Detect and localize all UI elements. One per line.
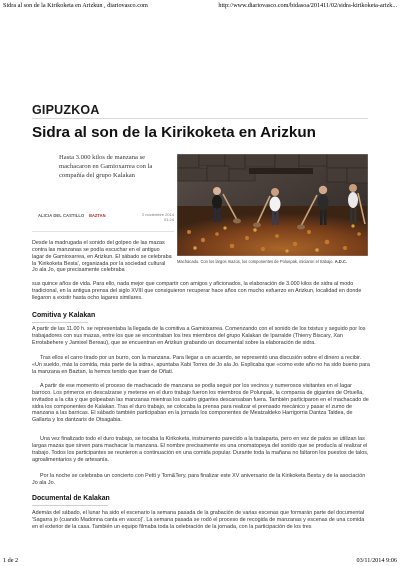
paragraph-1: Desde la madrugada el sonido del golpeo de las mazas contra las manzanas se podía escuchar en el antiguo lagar de Gamioxarrea, en Arizkun. El sábado se celebraba la 'Kirikoketa Besta', organizada por la sociedad cultural Jo ala Jo, que precisamente celebraba [32, 240, 172, 274]
photo-illustration [177, 154, 368, 256]
location-tag[interactable]: BAZTAN [89, 213, 106, 218]
photo-caption [177, 259, 368, 264]
byline-divider [32, 231, 174, 232]
paragraph-3: Tras ellos el carro tirado por un burro, con la manzana. Para llegar a un acuerdo, se representó una discusión sobre el dinero a recibir. «Un sueldo, más la comida, más parte de la sidra», apuntaba Xabi Torres de Jo ala Jo. Explicaba que «como este año no ha sido bueno para la manzana en Baztan, la hemos tenido que traer de Oñati. [32, 355, 370, 375]
print-page-title: Sidra al son de la Kirikoketa en Arizkun , diariovasco.com [3, 2, 148, 9]
date-value: 2 noviembre 2014 [141, 212, 174, 217]
paragraph-4: A partir de ese momento el proceso de machacado de manzana se podía seguir por los vecinos y numerosos visitantes en el lagar barroco. Los primeros en descalzarse y meterse en el duro trabajo fueron los miembros de Polunpak, la comparsa de gigantes de Ortuella, invitados a la cita y que golpeaban las manzanas mientras los cuatro gigantes descansaban fuera. También participaron en el machacado de sidra los componentes de Kalakan. Tras el duro trabajo, se colocaba la prensa para realizar el prensado mecánico y pasar el zumo de manzana a las barricas. El sábado también participaban en la jornada los componentes de Meatzaldeko Harrigorria Dantza Taldea, de Gallarta y los dantzaris de Otsagabia. [32, 383, 369, 424]
article-lead: Hasta 3.000 kilos de manzana se machacaron en Gamioxarrea con la compañía del grupo Kalakan [59, 154, 153, 179]
caption-text: Machacado. Con los largos mazos, los componentes de Polunpak, iniciaron el trabajo. [177, 259, 335, 264]
photo-credit: A.D.C. [334, 259, 347, 264]
paragraph-7: Además del sábado, el lunar ha sido el escenario la semana pasada de la grabación de varias escenas que formarán parte del documental 'Sagarra jo (cuando Madonna canta en vasco)'. La semana pasada se rodó el proceso de recogida de manzanas y escenas de una comida en el exterior de la casa. También un equipo filmaba toda la celebración de la jornada, con la participación de los tres [32, 510, 365, 530]
subheading-divider [32, 322, 88, 323]
paragraph-1-continued: sus quince años de vida. Para ello, nada mejor que compartir con amigos y aficionados, la elaboración de 3.000 kilos de sidra al modo tradicional, en la antigua prensa del siglo XVIII que consiguieron recuperar hace años con mucho esfuerzo en Arizkun, localidad en donde llegaron a existir hasta ocho lagares similares. [32, 281, 362, 301]
print-page-url: http://www.diariovasco.com/bidasoa/201411/02/sidra-kirikoketa-arizk... [218, 2, 397, 9]
paragraph-6: Por la noche se celebraba un concierto con Petti y Tom&Tery, para finalizar este XV aniversario de la Kirikoketa Besta y de la asociación Jo ala Jo. [32, 473, 366, 486]
print-header [0, 0, 400, 10]
section-divider [32, 118, 368, 119]
subheading-documental: Documental de Kalakan [32, 495, 110, 502]
page-counter: 1 de 2 [3, 557, 19, 564]
time-value: 01:24 [163, 217, 174, 222]
paragraph-5: Una vez finalizado todo el duro trabajo, se tocaba la Kirikoketa, instrumento parecido a la txalaparta, pero en vez de palos se utilizan las largas mazas que sirven para machacar la manzana. El nombre precisamente es una onomatopeya del sonido que se producía al realizar el trabajo. Todos los participantes se reunieron a continuación en una comida popular. Durante toda la mañana no faltaron los puestos de talos, agroalimentarios y de artesanía. [32, 436, 369, 463]
author-name[interactable]: ALICIA DEL CASTILLO [38, 213, 85, 218]
subheading-divider [32, 505, 108, 506]
paragraph-2: A partir de las 11.00 h. se representaba la llegada de la comitiva a Gamioxarrea. Comenzando con el sonido de los txistus y seguido por los trabajadores con sus mazas, entre los que se encontraban los tres miembros del grupo Kalakan de Iparralde (Thierry Biscary, Xan Errotabehere y Jamixel Bereau), que se encuentran en Arizkun grabando un documental sobre la elaboración de sidra. [32, 326, 366, 346]
publish-date [142, 212, 174, 222]
byline [32, 212, 174, 220]
article-headline: Sidra al son de la Kirikoketa en Arizkun [32, 124, 316, 141]
subheading-comitiva: Comitiva y Kalakan [32, 312, 96, 319]
section-label[interactable]: GIPUZKOA [32, 103, 100, 117]
print-footer [0, 556, 400, 566]
print-datetime: 03/11/2014 9:06 [356, 557, 397, 564]
article-photo[interactable] [177, 154, 368, 256]
